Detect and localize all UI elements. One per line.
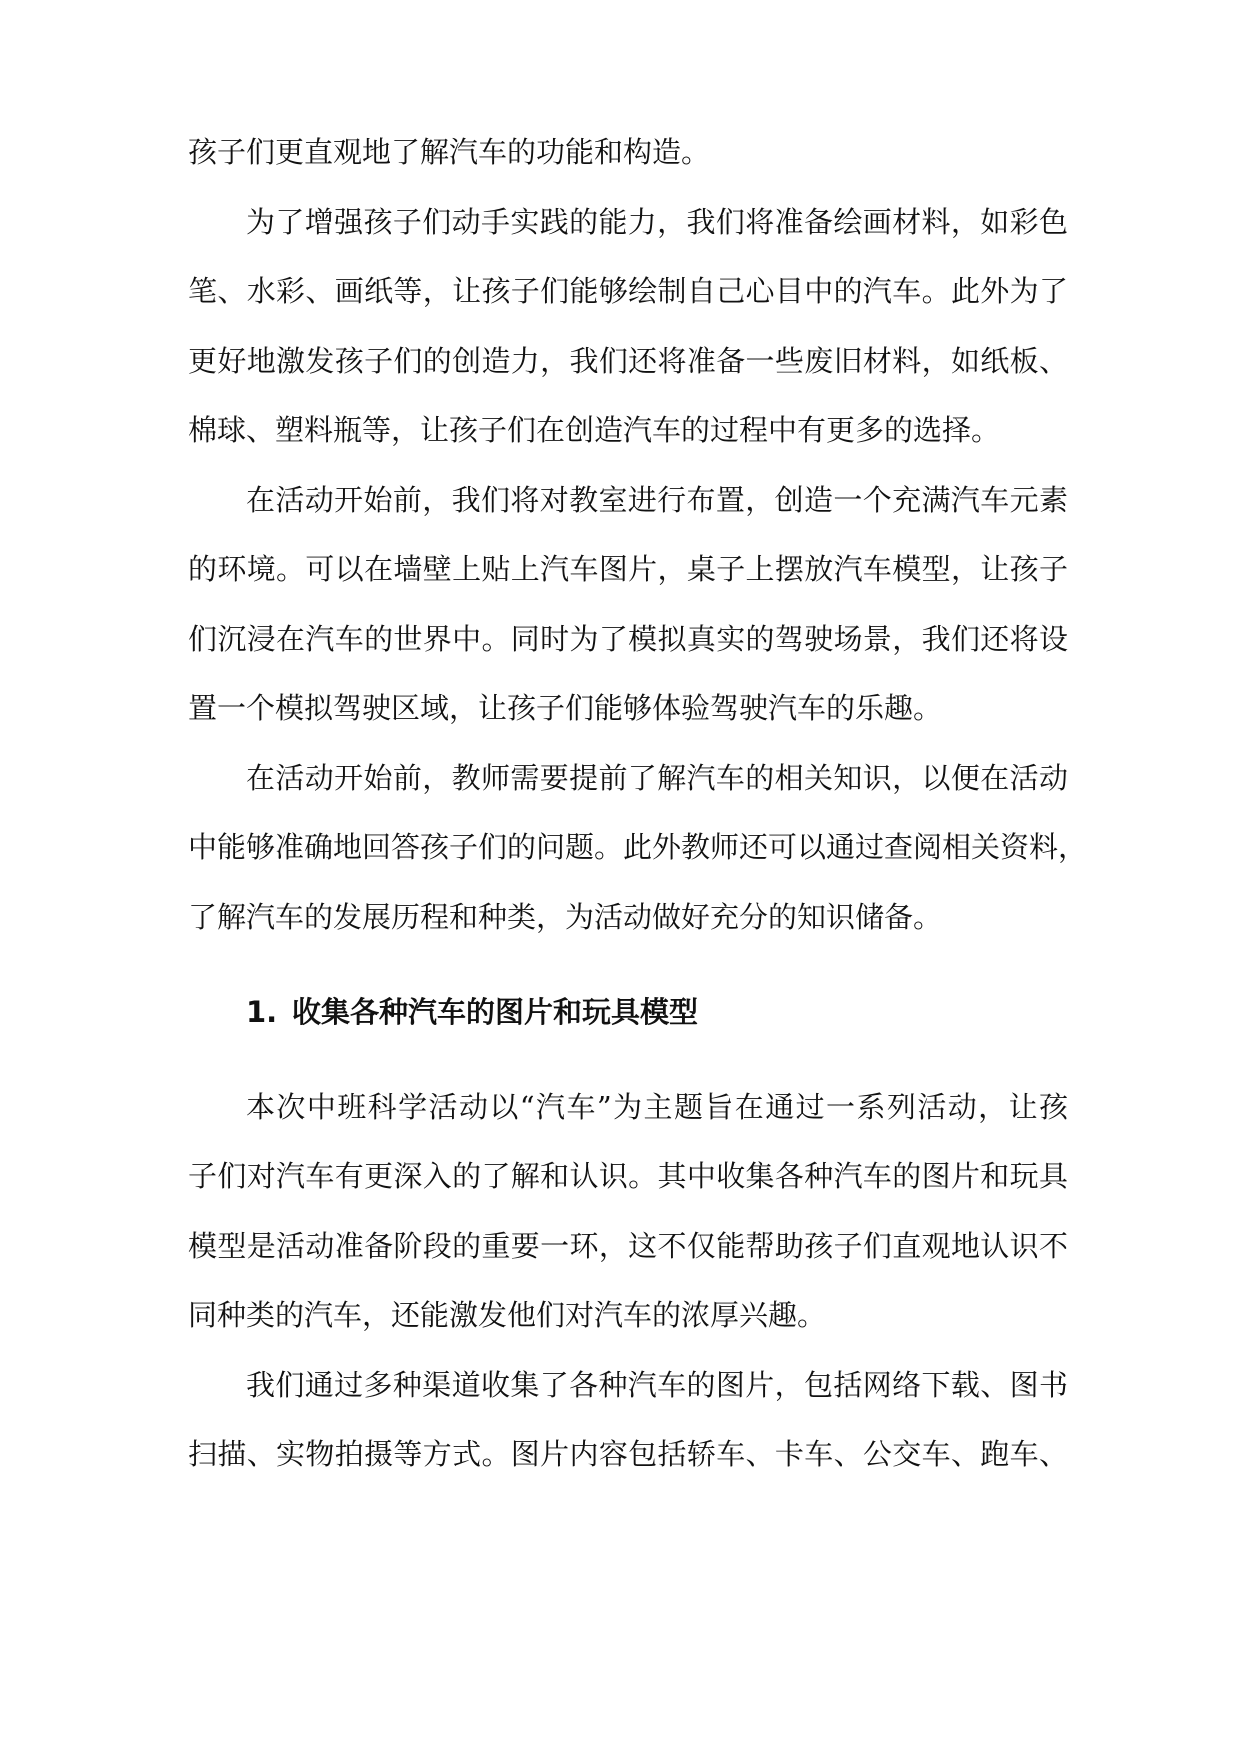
text-line: 了解汽车的发展历程和种类，为活动做好充分的知识储备。 — [188, 900, 943, 934]
text-line: 模型是活动准备阶段的重要一环，这不仅能帮助孩子们直观地认识不 — [188, 1229, 1068, 1263]
text-line: 本次中班科学活动以“汽车”为主题旨在通过一系列活动，让孩 — [246, 1090, 1068, 1124]
section-heading — [246, 987, 698, 1037]
text-line: 为了增强孩子们动手实践的能力，我们将准备绘画材料，如彩色 — [246, 205, 1068, 239]
text-line: 们沉浸在汽车的世界中。同时为了模拟真实的驾驶场景，我们还将设 — [188, 622, 1068, 656]
text-line: 中能够准确地回答孩子们的问题。此外教师还可以通过查阅相关资料， — [188, 830, 1088, 864]
text-line: 在活动开始前，教师需要提前了解汽车的相关知识，以便在活动 — [246, 761, 1068, 795]
text-line: 同种类的汽车，还能激发他们对汽车的浓厚兴趣。 — [188, 1298, 827, 1332]
text-line: 扫描、实物拍摄等方式。图片内容包括轿车、卡车、公交车、跑车、 — [188, 1437, 1068, 1471]
text-line: 的环境。可以在墙壁上贴上汽车图片，桌子上摆放汽车模型，让孩子 — [188, 552, 1068, 586]
section-title: 收集各种汽车的图片和玩具模型 — [292, 995, 699, 1029]
text-line: 孩子们更直观地了解汽车的功能和构造。 — [188, 135, 711, 169]
text-line: 置一个模拟驾驶区域，让孩子们能够体验驾驶汽车的乐趣。 — [188, 691, 943, 725]
section-number: 1. — [246, 995, 278, 1029]
text-line: 在活动开始前，我们将对教室进行布置，创造一个充满汽车元素 — [246, 483, 1068, 517]
text-line: 子们对汽车有更深入的了解和认识。其中收集各种汽车的图片和玩具 — [188, 1159, 1068, 1193]
text-line: 笔、水彩、画纸等，让孩子们能够绘制自己心目中的汽车。此外为了 — [188, 274, 1068, 308]
text-line: 我们通过多种渠道收集了各种汽车的图片，包括网络下载、图书 — [246, 1368, 1068, 1402]
text-line: 棉球、塑料瓶等，让孩子们在创造汽车的过程中有更多的选择。 — [188, 413, 1001, 447]
text-line: 更好地激发孩子们的创造力，我们还将准备一些废旧材料，如纸板、 — [188, 344, 1068, 378]
